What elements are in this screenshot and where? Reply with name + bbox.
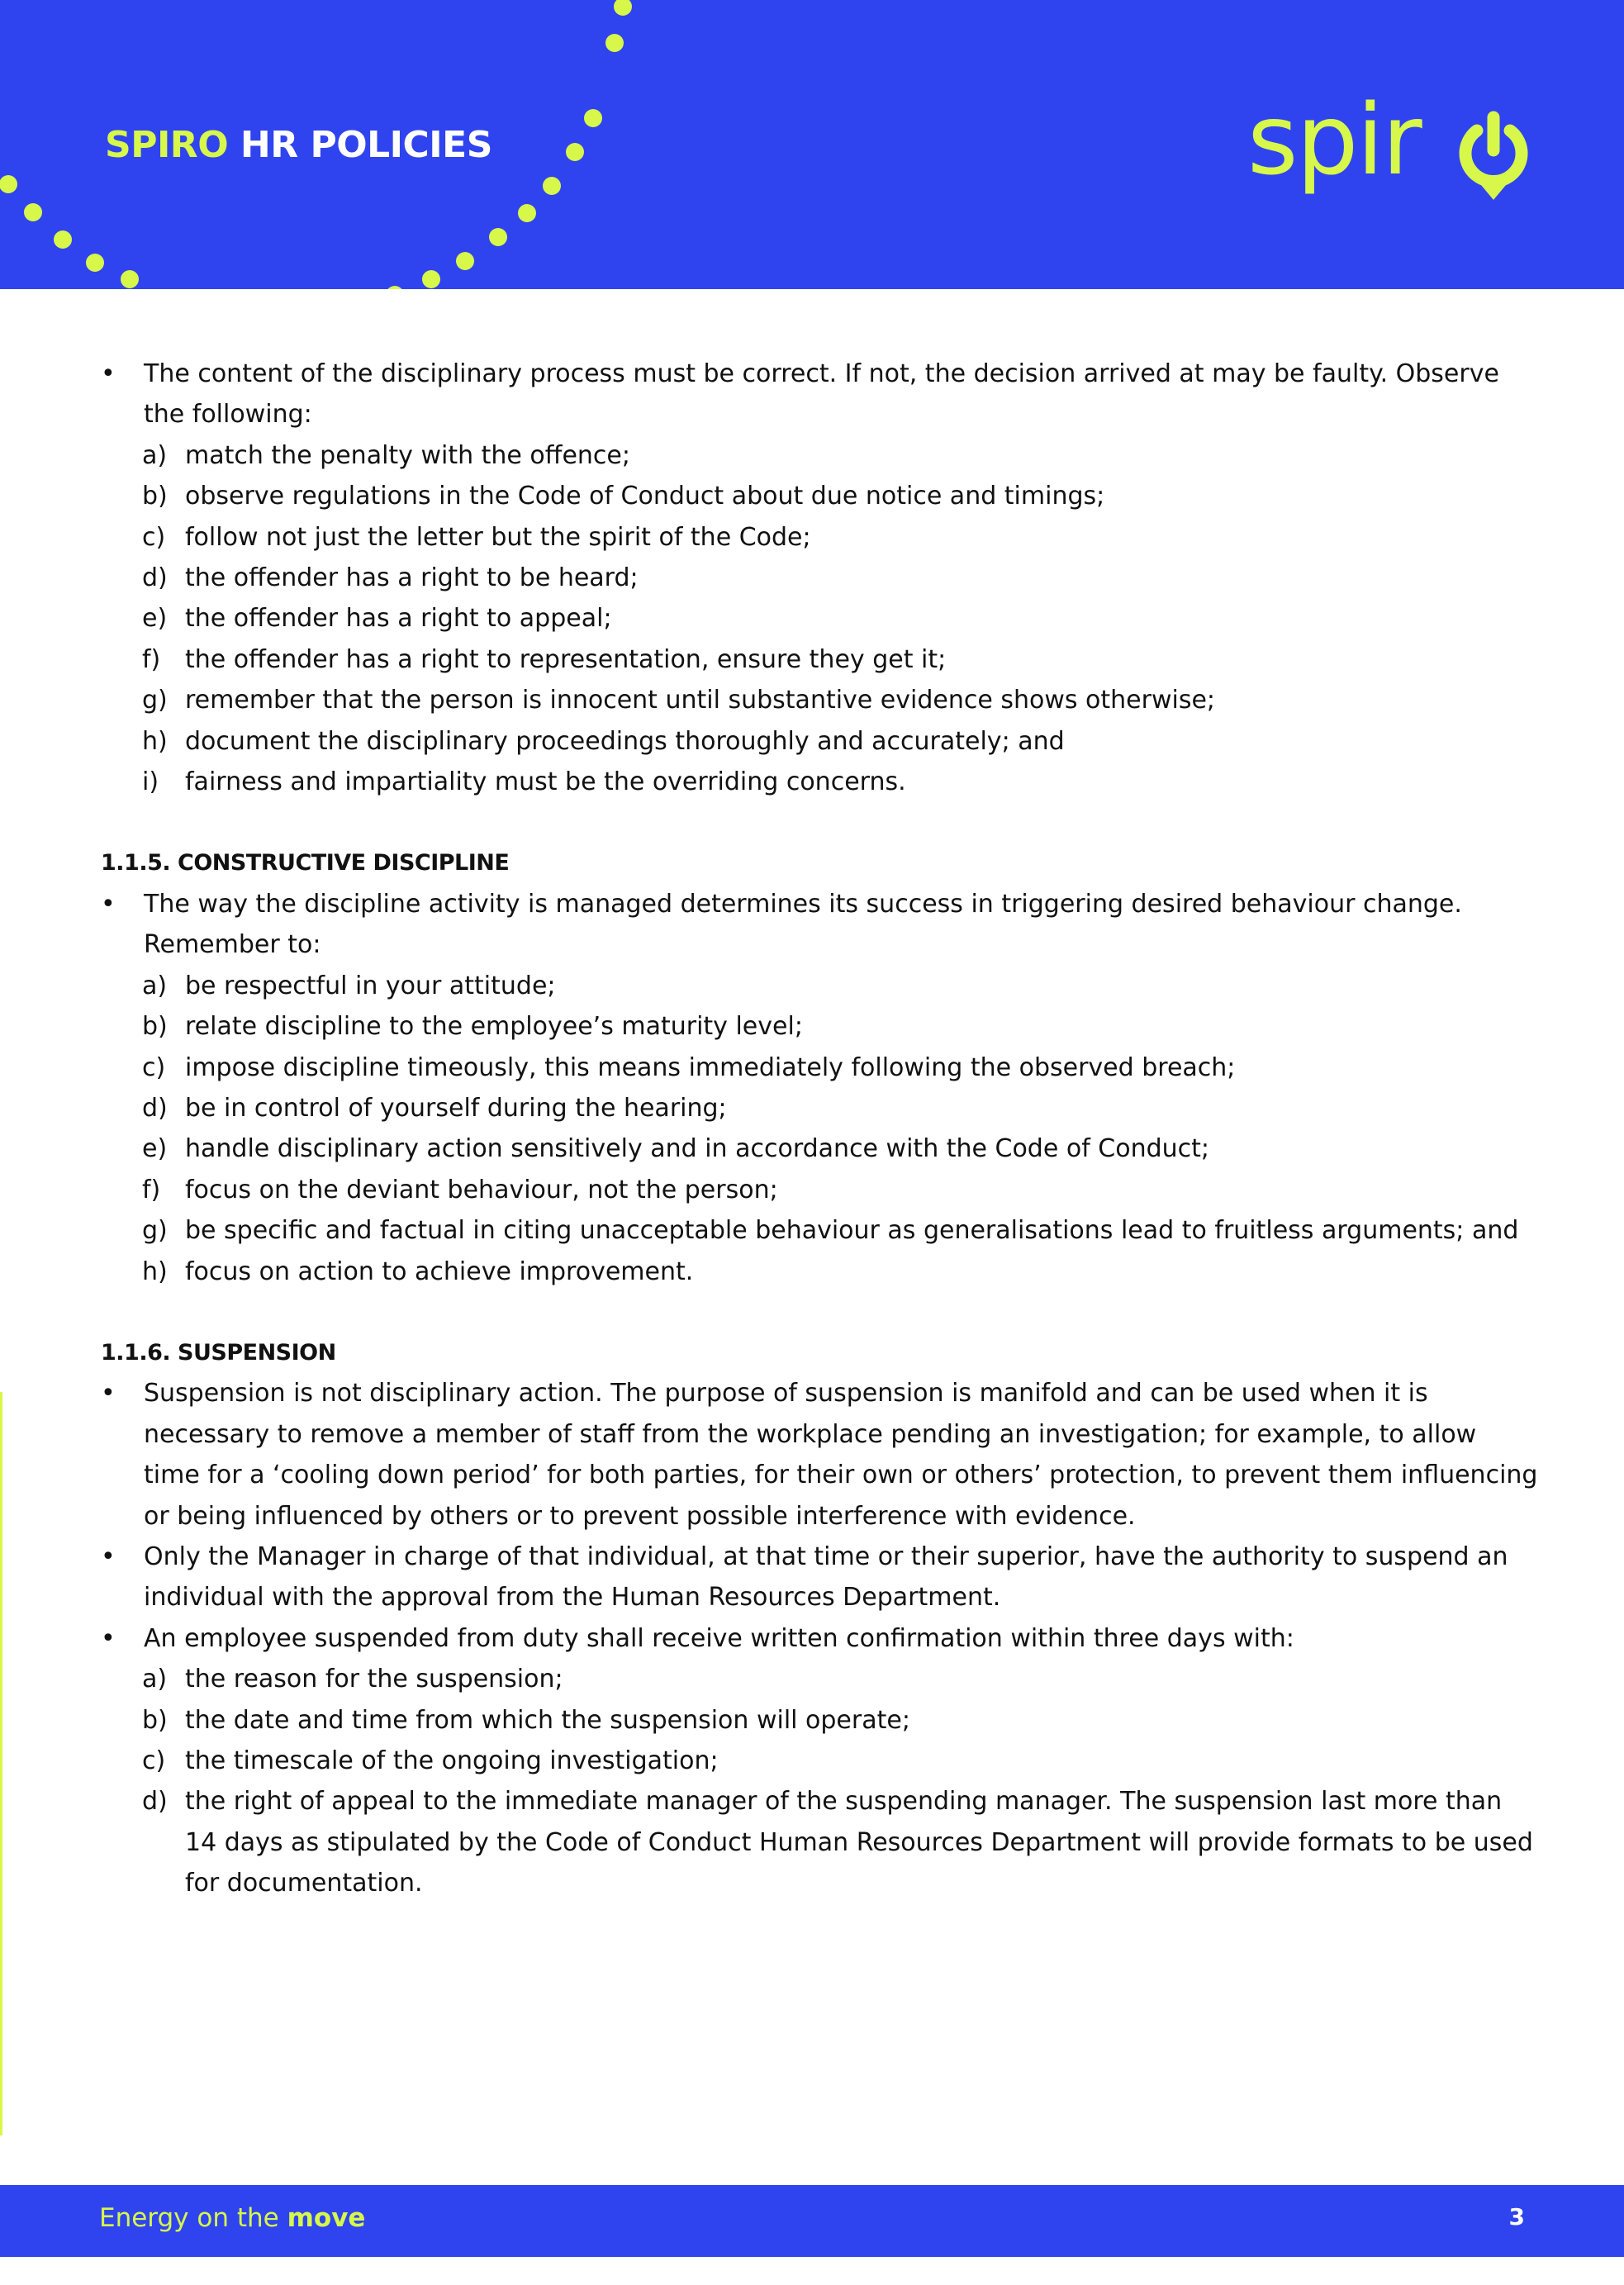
page-header (0, 0, 1624, 289)
item-text: be respectful in your attitude; (185, 971, 556, 1000)
list-item (101, 598, 1538, 639)
item-letter: b) (142, 1705, 168, 1735)
power-pin-icon (1452, 104, 1535, 203)
item-text: handle disciplinary action sensitively and in accordance with the Code of Conduct; (185, 1134, 1210, 1164)
item-letter: h) (142, 1257, 168, 1286)
item-text: follow not just the letter but the spirit of the Code; (185, 522, 811, 552)
item-text: relate discipline to the employee’s maturity level; (185, 1012, 803, 1042)
spiro-logo (1247, 83, 1528, 205)
item-text: the offender has a right to be heard; (185, 563, 639, 593)
lettered-list (101, 1659, 1538, 1903)
section-disciplinary-content (101, 354, 1538, 802)
title-accent: SPIRO (105, 124, 229, 166)
item-letter: d) (142, 1093, 168, 1123)
bullet-paragraph: • Only the Manager in charge of that individual, at that time or their superior, have the authority to suspend an individual with the approval from the Human Resources Department. (101, 1537, 1538, 1618)
item-letter: e) (142, 1134, 168, 1164)
item-text: be in control of yourself during the hearing; (185, 1093, 727, 1123)
item-letter: e) (142, 604, 168, 634)
page-footer (0, 2185, 1624, 2257)
item-text: the offender has a right to representation, ensure they get it; (185, 644, 947, 674)
document-body (101, 354, 1538, 1904)
item-letter: c) (142, 522, 166, 552)
section-heading: 1.1.6. SUSPENSION (101, 1339, 336, 1366)
list-item (101, 721, 1538, 762)
item-letter: a) (142, 971, 168, 1000)
item-letter: g) (142, 1216, 168, 1246)
item-letter: c) (142, 1746, 166, 1775)
list-item (101, 1128, 1538, 1169)
list-item (101, 1741, 1538, 1781)
list-item (101, 639, 1538, 680)
list-item (101, 476, 1538, 516)
list-item (101, 435, 1538, 476)
tagline-bold: move (287, 2203, 366, 2233)
list-item (101, 966, 1538, 1006)
item-letter: b) (142, 482, 168, 511)
item-text: fairness and impartiality must be the overriding concerns. (185, 767, 906, 797)
item-text: be specific and factual in citing unacceptable behaviour as generalisations lead to fruitless arguments; and (185, 1216, 1519, 1246)
list-item (101, 1659, 1538, 1699)
item-letter: g) (142, 686, 168, 715)
item-text: match the penalty with the offence; (185, 440, 630, 470)
bullet-paragraph: • The way the discipline activity is managed determines its success in triggering desired behaviour change. Remember to: (101, 884, 1538, 966)
list-item (101, 1252, 1538, 1292)
item-letter: f) (142, 644, 161, 674)
list-item (101, 762, 1538, 802)
bullet-paragraph: • An employee suspended from duty shall receive written confirmation within three days with: (101, 1618, 1538, 1659)
list-item (101, 680, 1538, 720)
item-text: the reason for the suspension; (185, 1665, 563, 1694)
section-heading: 1.1.5. CONSTRUCTIVE DISCIPLINE (101, 850, 510, 876)
item-letter: d) (142, 563, 168, 593)
item-text: remember that the person is innocent until substantive evidence shows otherwise; (185, 686, 1216, 715)
page-number: 3 (1508, 2203, 1525, 2230)
list-item (101, 1047, 1538, 1088)
list-item (101, 558, 1538, 598)
item-letter: f) (142, 1175, 161, 1204)
bullet-paragraph: • Suspension is not disciplinary action. The purpose of suspension is manifold and can be used when it is necessary to remove a member of staff from the workplace pending an investigation; for example, to allow time for a ‘cooling down period’ for both parties, for their own or others’ protection, to prevent them influencing or being influenced by others or to prevent possible interference with evidence. (101, 1373, 1538, 1537)
logo-wordmark: spir (1247, 83, 1421, 197)
item-text: focus on action to achieve improvement. (185, 1257, 694, 1286)
section-suspension (101, 1333, 1538, 1904)
item-text: focus on the deviant behaviour, not the person; (185, 1175, 778, 1204)
item-letter: i) (142, 767, 159, 797)
section-constructive-discipline (101, 843, 1538, 1291)
list-item (101, 1088, 1538, 1128)
item-text: the date and time from which the suspension will operate; (185, 1705, 910, 1735)
item-letter: c) (142, 1052, 166, 1082)
lettered-list (101, 966, 1538, 1292)
item-text: observe regulations in the Code of Conduct about due notice and timings; (185, 482, 1105, 511)
item-letter: d) (142, 1787, 168, 1817)
item-letter: h) (142, 726, 168, 756)
item-letter: a) (142, 1665, 168, 1694)
list-item (101, 517, 1538, 558)
footer-tagline (99, 2203, 365, 2233)
item-text: the timescale of the ongoing investigation; (185, 1746, 719, 1775)
list-item (101, 1170, 1538, 1210)
bullet-paragraph: • The content of the disciplinary process must be correct. If not, the decision arrived at may be faulty. Observe the following: (101, 354, 1538, 435)
item-letter: a) (142, 440, 168, 470)
title-rest: HR POLICIES (240, 124, 492, 166)
page-title (105, 124, 492, 166)
list-item (101, 1006, 1538, 1047)
tagline-prefix: Energy on the (99, 2203, 287, 2233)
item-text: impose discipline timeously, this means immediately following the observed breach; (185, 1052, 1236, 1082)
list-item (101, 1210, 1538, 1251)
left-accent-rule (0, 1392, 2, 2135)
item-text: the offender has a right to appeal; (185, 604, 612, 634)
list-item (101, 1700, 1538, 1741)
item-letter: b) (142, 1012, 168, 1042)
lettered-list (101, 435, 1538, 803)
item-text: the right of appeal to the immediate manager of the suspending manager. The suspension last more than 14 days as stipulated by the Code of Conduct Human Resources Department will provide formats to be used for documentation. (185, 1787, 1533, 1898)
list-item (101, 1781, 1538, 1903)
item-text: document the disciplinary proceedings thoroughly and accurately; and (185, 726, 1065, 756)
